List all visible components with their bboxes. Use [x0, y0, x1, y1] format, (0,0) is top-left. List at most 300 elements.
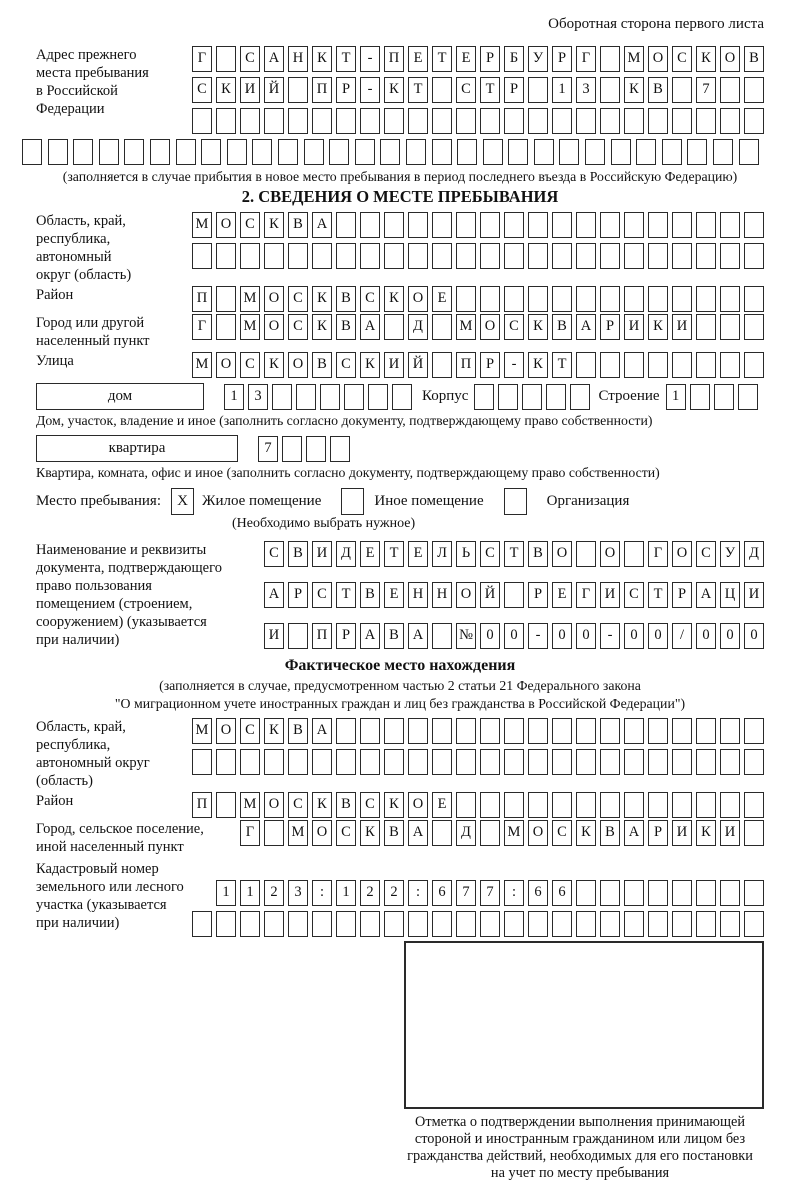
char-box[interactable]	[124, 139, 144, 165]
char-box[interactable]	[474, 384, 494, 410]
char-box[interactable]: О	[264, 314, 284, 340]
char-box[interactable]	[312, 243, 332, 269]
char-box[interactable]	[744, 880, 764, 906]
char-box[interactable]	[744, 286, 764, 312]
char-box[interactable]	[528, 286, 548, 312]
char-box[interactable]	[480, 212, 500, 238]
char-box[interactable]	[456, 792, 476, 818]
char-box[interactable]	[456, 911, 476, 937]
char-box[interactable]	[600, 286, 620, 312]
char-box[interactable]: 2	[360, 880, 380, 906]
char-box[interactable]: С	[240, 718, 260, 744]
char-box[interactable]: 2	[384, 880, 404, 906]
char-box[interactable]: -	[528, 623, 548, 649]
char-box[interactable]	[552, 718, 572, 744]
char-box[interactable]: К	[264, 352, 284, 378]
char-box[interactable]: К	[384, 77, 404, 103]
char-box[interactable]: С	[672, 46, 692, 72]
char-box[interactable]: К	[360, 820, 380, 846]
char-box[interactable]	[720, 911, 740, 937]
char-box[interactable]	[192, 243, 212, 269]
char-box[interactable]	[600, 911, 620, 937]
char-box[interactable]	[720, 314, 740, 340]
char-box[interactable]: С	[504, 314, 524, 340]
char-box[interactable]: П	[456, 352, 476, 378]
char-box[interactable]: О	[456, 582, 476, 608]
char-box[interactable]	[546, 384, 566, 410]
char-box[interactable]: Е	[552, 582, 572, 608]
char-box[interactable]: В	[336, 792, 356, 818]
char-box[interactable]: Е	[360, 541, 380, 567]
char-box[interactable]: У	[720, 541, 740, 567]
char-box[interactable]	[456, 108, 476, 134]
char-box[interactable]	[216, 314, 236, 340]
char-box[interactable]	[552, 108, 572, 134]
char-box[interactable]	[504, 718, 524, 744]
char-box[interactable]: О	[552, 541, 572, 567]
char-box[interactable]: Е	[456, 46, 476, 72]
char-box[interactable]: Д	[744, 541, 764, 567]
char-box[interactable]: О	[288, 352, 308, 378]
char-box[interactable]	[498, 384, 518, 410]
char-box[interactable]: И	[312, 541, 332, 567]
char-box[interactable]: П	[312, 623, 332, 649]
char-box[interactable]	[408, 108, 428, 134]
char-box[interactable]: А	[264, 46, 284, 72]
char-box[interactable]	[744, 352, 764, 378]
char-box[interactable]: О	[528, 820, 548, 846]
char-box[interactable]	[648, 243, 668, 269]
char-box[interactable]: И	[600, 582, 620, 608]
char-box[interactable]	[648, 792, 668, 818]
char-box[interactable]: 7	[456, 880, 476, 906]
char-box[interactable]	[744, 108, 764, 134]
char-box[interactable]: Д	[336, 541, 356, 567]
char-box[interactable]: :	[312, 880, 332, 906]
char-box[interactable]: О	[408, 286, 428, 312]
char-box[interactable]: 2	[264, 880, 284, 906]
char-box[interactable]	[576, 243, 596, 269]
char-box[interactable]	[662, 139, 682, 165]
char-box[interactable]: И	[240, 77, 260, 103]
char-box[interactable]: А	[312, 212, 332, 238]
char-box[interactable]	[264, 820, 284, 846]
char-box[interactable]	[648, 749, 668, 775]
char-box[interactable]	[600, 718, 620, 744]
char-box[interactable]: О	[264, 792, 284, 818]
char-box[interactable]	[432, 911, 452, 937]
char-box[interactable]	[330, 436, 350, 462]
char-box[interactable]: 1	[224, 384, 244, 410]
char-box[interactable]	[636, 139, 656, 165]
char-box[interactable]: Е	[408, 46, 428, 72]
char-box[interactable]	[624, 792, 644, 818]
char-box[interactable]: Р	[552, 46, 572, 72]
char-box[interactable]	[672, 880, 692, 906]
char-box[interactable]	[336, 108, 356, 134]
char-box[interactable]	[624, 911, 644, 937]
char-box[interactable]: В	[744, 46, 764, 72]
char-box[interactable]	[687, 139, 707, 165]
char-box[interactable]	[720, 352, 740, 378]
char-box[interactable]	[576, 718, 596, 744]
char-box[interactable]	[739, 139, 759, 165]
char-box[interactable]	[480, 792, 500, 818]
char-box[interactable]	[480, 243, 500, 269]
char-box[interactable]	[216, 108, 236, 134]
char-box[interactable]: В	[600, 820, 620, 846]
char-box[interactable]	[288, 911, 308, 937]
char-box[interactable]	[336, 749, 356, 775]
char-box[interactable]	[696, 792, 716, 818]
char-box[interactable]	[552, 792, 572, 818]
char-box[interactable]	[306, 436, 326, 462]
char-box[interactable]: В	[336, 286, 356, 312]
char-box[interactable]	[672, 352, 692, 378]
char-box[interactable]: М	[456, 314, 476, 340]
char-box[interactable]	[576, 212, 596, 238]
char-box[interactable]: С	[336, 820, 356, 846]
char-box[interactable]: Й	[480, 582, 500, 608]
char-box[interactable]	[216, 749, 236, 775]
char-box[interactable]	[456, 212, 476, 238]
char-box[interactable]	[240, 911, 260, 937]
char-box[interactable]: И	[720, 820, 740, 846]
char-box[interactable]	[672, 243, 692, 269]
char-box[interactable]	[528, 108, 548, 134]
char-box[interactable]	[304, 139, 324, 165]
char-box[interactable]	[696, 749, 716, 775]
char-box[interactable]: Й	[264, 77, 284, 103]
char-box[interactable]	[552, 212, 572, 238]
char-box[interactable]: Т	[336, 582, 356, 608]
char-box[interactable]	[672, 108, 692, 134]
char-box[interactable]: 6	[552, 880, 572, 906]
char-box[interactable]	[432, 352, 452, 378]
char-box[interactable]	[611, 139, 631, 165]
char-box[interactable]: 6	[432, 880, 452, 906]
char-box[interactable]: К	[696, 46, 716, 72]
char-box[interactable]: В	[312, 352, 332, 378]
char-box[interactable]	[384, 314, 404, 340]
char-box[interactable]: С	[360, 792, 380, 818]
char-box[interactable]	[720, 212, 740, 238]
char-box[interactable]	[432, 718, 452, 744]
char-box[interactable]: П	[192, 792, 212, 818]
char-box[interactable]	[576, 286, 596, 312]
char-box[interactable]	[672, 286, 692, 312]
char-box[interactable]	[552, 911, 572, 937]
char-box[interactable]: Т	[432, 46, 452, 72]
char-box[interactable]: О	[216, 212, 236, 238]
char-box[interactable]: Л	[432, 541, 452, 567]
char-box[interactable]: 3	[288, 880, 308, 906]
char-box[interactable]	[504, 792, 524, 818]
char-box[interactable]	[456, 749, 476, 775]
char-box[interactable]: У	[528, 46, 548, 72]
char-box[interactable]	[744, 212, 764, 238]
char-box[interactable]	[648, 108, 668, 134]
char-box[interactable]: :	[408, 880, 428, 906]
char-box[interactable]	[600, 749, 620, 775]
char-box[interactable]	[576, 541, 596, 567]
char-box[interactable]	[600, 352, 620, 378]
char-box[interactable]	[320, 384, 340, 410]
char-box[interactable]	[368, 384, 388, 410]
char-box[interactable]	[432, 139, 452, 165]
char-box[interactable]	[600, 792, 620, 818]
char-box[interactable]: С	[288, 792, 308, 818]
char-box[interactable]	[600, 77, 620, 103]
char-box[interactable]: -	[360, 77, 380, 103]
char-box[interactable]	[296, 384, 316, 410]
char-box[interactable]	[672, 212, 692, 238]
char-box[interactable]	[624, 541, 644, 567]
char-box[interactable]: С	[552, 820, 572, 846]
char-box[interactable]	[576, 880, 596, 906]
char-box[interactable]	[720, 880, 740, 906]
char-box[interactable]: В	[336, 314, 356, 340]
char-box[interactable]	[336, 212, 356, 238]
char-box[interactable]	[227, 139, 247, 165]
char-box[interactable]	[392, 384, 412, 410]
char-box[interactable]	[744, 77, 764, 103]
char-box[interactable]: М	[192, 718, 212, 744]
char-box[interactable]	[648, 352, 668, 378]
char-box[interactable]: Р	[528, 582, 548, 608]
char-box[interactable]	[576, 792, 596, 818]
char-box[interactable]	[288, 749, 308, 775]
char-box[interactable]: О	[264, 286, 284, 312]
char-box[interactable]	[624, 749, 644, 775]
char-box[interactable]: А	[360, 623, 380, 649]
char-box[interactable]: 1	[552, 77, 572, 103]
char-box[interactable]: 1	[336, 880, 356, 906]
char-box[interactable]	[408, 718, 428, 744]
char-box[interactable]: К	[312, 286, 332, 312]
char-box[interactable]	[528, 792, 548, 818]
char-box[interactable]	[432, 623, 452, 649]
char-box[interactable]: 0	[552, 623, 572, 649]
char-box[interactable]: Г	[576, 582, 596, 608]
char-box[interactable]: О	[600, 541, 620, 567]
char-box[interactable]	[696, 212, 716, 238]
char-box[interactable]: Е	[408, 541, 428, 567]
char-box[interactable]: О	[672, 541, 692, 567]
char-box[interactable]: С	[240, 46, 260, 72]
char-box[interactable]	[624, 243, 644, 269]
char-box[interactable]	[624, 286, 644, 312]
char-box[interactable]: 0	[576, 623, 596, 649]
char-box[interactable]: М	[240, 792, 260, 818]
char-box[interactable]: Е	[384, 582, 404, 608]
char-box[interactable]: П	[312, 77, 332, 103]
char-box[interactable]: Д	[408, 314, 428, 340]
char-box[interactable]	[648, 880, 668, 906]
char-box[interactable]: Р	[288, 582, 308, 608]
char-box[interactable]	[192, 108, 212, 134]
char-box[interactable]: 0	[624, 623, 644, 649]
char-box[interactable]	[528, 911, 548, 937]
char-box[interactable]	[360, 108, 380, 134]
char-box[interactable]: Р	[504, 77, 524, 103]
char-box[interactable]: 3	[248, 384, 268, 410]
char-box[interactable]: 6	[528, 880, 548, 906]
char-box[interactable]	[312, 749, 332, 775]
char-box[interactable]: В	[648, 77, 668, 103]
char-box[interactable]: М	[192, 352, 212, 378]
char-box[interactable]	[713, 139, 733, 165]
char-box[interactable]	[288, 108, 308, 134]
char-box[interactable]	[360, 243, 380, 269]
char-box[interactable]	[504, 286, 524, 312]
char-box[interactable]	[355, 139, 375, 165]
char-box[interactable]: С	[240, 352, 260, 378]
char-box[interactable]: Р	[336, 77, 356, 103]
char-box[interactable]	[480, 749, 500, 775]
char-box[interactable]	[600, 212, 620, 238]
char-box[interactable]: К	[384, 792, 404, 818]
char-box[interactable]: Г	[576, 46, 596, 72]
char-box[interactable]: С	[456, 77, 476, 103]
char-box[interactable]: 0	[504, 623, 524, 649]
char-box[interactable]: 7	[480, 880, 500, 906]
char-box[interactable]: С	[696, 541, 716, 567]
stamp-box[interactable]	[404, 941, 764, 1109]
char-box[interactable]: Ь	[456, 541, 476, 567]
char-box[interactable]: М	[288, 820, 308, 846]
char-box[interactable]	[432, 243, 452, 269]
char-box[interactable]	[672, 77, 692, 103]
char-box[interactable]	[480, 911, 500, 937]
char-box[interactable]: Т	[648, 582, 668, 608]
char-box[interactable]	[648, 718, 668, 744]
char-box[interactable]	[380, 139, 400, 165]
char-box[interactable]	[576, 749, 596, 775]
char-box[interactable]: С	[264, 541, 284, 567]
char-box[interactable]	[504, 749, 524, 775]
char-box[interactable]: А	[312, 718, 332, 744]
char-box[interactable]	[408, 212, 428, 238]
char-box[interactable]: С	[336, 352, 356, 378]
char-box[interactable]: В	[360, 582, 380, 608]
char-box[interactable]	[624, 352, 644, 378]
char-box[interactable]: Т	[408, 77, 428, 103]
char-box[interactable]: А	[408, 820, 428, 846]
char-box[interactable]	[360, 749, 380, 775]
char-box[interactable]: С	[360, 286, 380, 312]
char-box[interactable]	[483, 139, 503, 165]
char-box[interactable]	[696, 314, 716, 340]
char-box[interactable]: К	[312, 46, 332, 72]
char-box[interactable]: 1	[240, 880, 260, 906]
char-box[interactable]	[552, 243, 572, 269]
char-box[interactable]: К	[528, 352, 548, 378]
char-box[interactable]	[408, 243, 428, 269]
char-box[interactable]	[336, 911, 356, 937]
char-box[interactable]: Н	[408, 582, 428, 608]
char-box[interactable]	[720, 718, 740, 744]
char-box[interactable]	[360, 718, 380, 744]
char-box[interactable]	[559, 139, 579, 165]
char-box[interactable]	[176, 139, 196, 165]
char-box[interactable]	[696, 718, 716, 744]
char-box[interactable]	[99, 139, 119, 165]
char-box[interactable]: К	[384, 286, 404, 312]
char-box[interactable]	[696, 243, 716, 269]
char-box[interactable]: Р	[648, 820, 668, 846]
char-box[interactable]: Р	[480, 352, 500, 378]
char-box[interactable]	[672, 911, 692, 937]
char-box[interactable]	[720, 108, 740, 134]
char-box[interactable]: Г	[192, 46, 212, 72]
char-box[interactable]: М	[192, 212, 212, 238]
char-box[interactable]	[456, 286, 476, 312]
char-box[interactable]: В	[384, 623, 404, 649]
char-box[interactable]	[264, 749, 284, 775]
char-box[interactable]	[252, 139, 272, 165]
char-box[interactable]	[570, 384, 590, 410]
char-box[interactable]: Т	[552, 352, 572, 378]
char-box[interactable]	[288, 623, 308, 649]
char-box[interactable]	[264, 108, 284, 134]
char-box[interactable]	[552, 286, 572, 312]
char-box[interactable]	[648, 212, 668, 238]
char-box[interactable]	[672, 792, 692, 818]
char-box[interactable]	[720, 749, 740, 775]
char-box[interactable]	[624, 718, 644, 744]
char-box[interactable]	[696, 108, 716, 134]
char-box[interactable]: И	[744, 582, 764, 608]
char-box[interactable]: С	[288, 286, 308, 312]
char-box[interactable]	[240, 243, 260, 269]
char-box[interactable]	[720, 243, 740, 269]
char-box[interactable]	[624, 212, 644, 238]
char-box[interactable]: Е	[432, 792, 452, 818]
char-box[interactable]: Б	[504, 46, 524, 72]
char-box[interactable]: А	[696, 582, 716, 608]
char-box[interactable]: С	[624, 582, 644, 608]
char-box[interactable]	[552, 749, 572, 775]
char-box[interactable]: Г	[648, 541, 668, 567]
char-box[interactable]: 0	[744, 623, 764, 649]
checkbox-inoe[interactable]	[341, 488, 364, 515]
char-box[interactable]: Д	[456, 820, 476, 846]
char-box[interactable]	[528, 718, 548, 744]
char-box[interactable]: Р	[480, 46, 500, 72]
char-box[interactable]: Р	[600, 314, 620, 340]
char-box[interactable]	[504, 108, 524, 134]
char-box[interactable]	[384, 911, 404, 937]
char-box[interactable]: Г	[240, 820, 260, 846]
char-box[interactable]	[150, 139, 170, 165]
char-box[interactable]	[312, 911, 332, 937]
char-box[interactable]	[672, 749, 692, 775]
checkbox-organizatsiya[interactable]	[504, 488, 527, 515]
char-box[interactable]: /	[672, 623, 692, 649]
char-box[interactable]	[312, 108, 332, 134]
char-box[interactable]	[696, 286, 716, 312]
char-box[interactable]: О	[648, 46, 668, 72]
char-box[interactable]: Т	[336, 46, 356, 72]
char-box[interactable]	[480, 820, 500, 846]
char-box[interactable]: А	[360, 314, 380, 340]
char-box[interactable]: И	[384, 352, 404, 378]
char-box[interactable]: В	[384, 820, 404, 846]
char-box[interactable]	[528, 212, 548, 238]
char-box[interactable]	[240, 108, 260, 134]
char-box[interactable]	[672, 718, 692, 744]
